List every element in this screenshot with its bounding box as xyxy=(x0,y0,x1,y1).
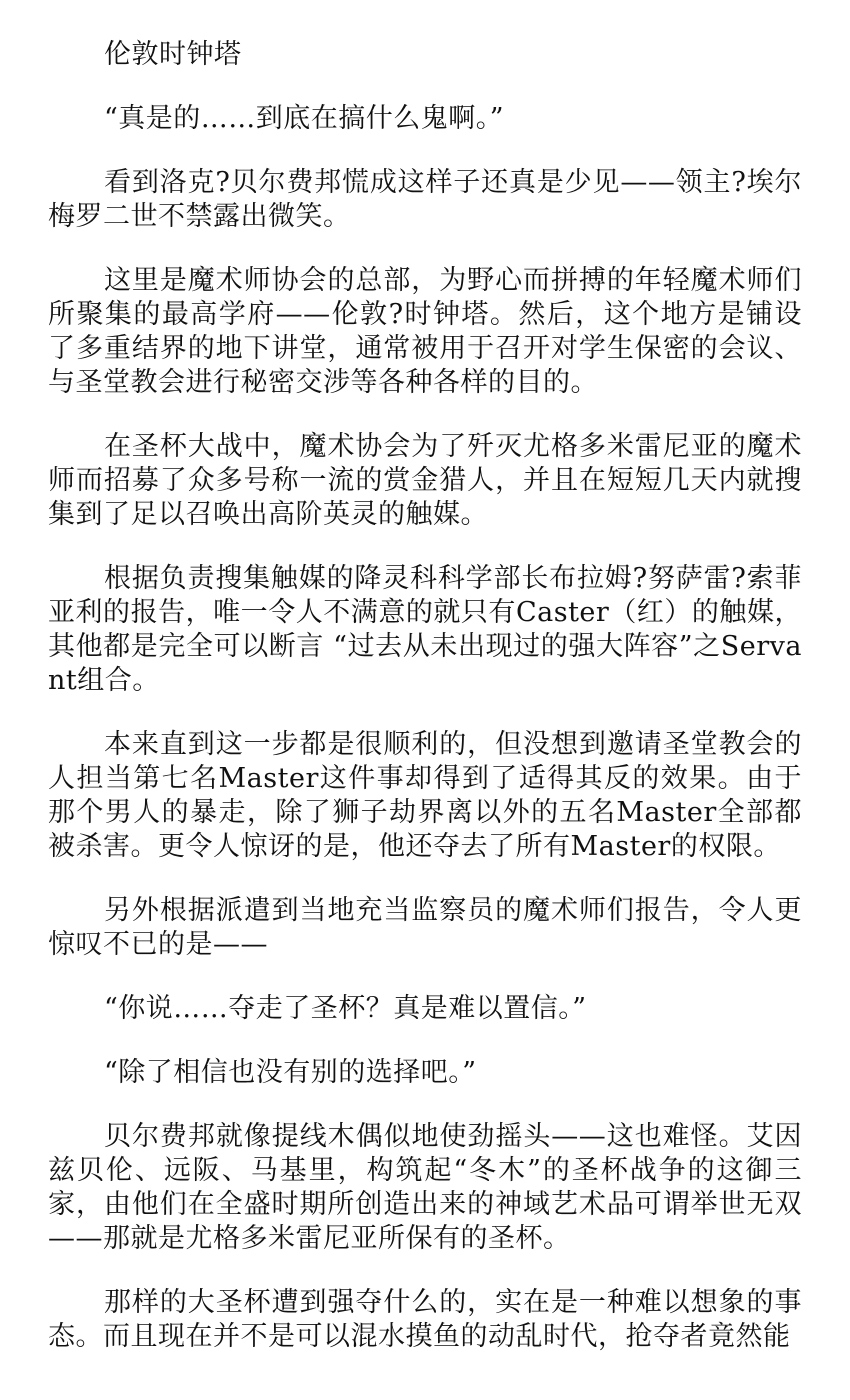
paragraph-narration-4: 根据负责搜集触媒的降灵科科学部长布拉姆?努萨雷?索菲亚利的报告，唯一令人不满意的就只有Caster（红）的触媒，其他都是完全可以断言 “过去从未出现过的强大阵容”之Servant组合。 xyxy=(48,563,802,696)
paragraph-dialogue-2: “你说……夺走了圣杯？真是难以置信。” xyxy=(104,993,587,1024)
document-page xyxy=(48,38,802,1354)
paragraph-narration-5: 本来直到这一步都是很顺利的，但没想到邀请圣堂教会的人担当第七名Master这件事却得到了适得其反的效果。由于那个男人的暴走，除了狮子劫界离以外的五名Master全部都被杀害。更令人惊讶的是，他还夺去了所有Master的权限。 xyxy=(48,729,802,862)
paragraph-narration-7: 贝尔费邦就像提线木偶似地使劲摇头——这也难怪。艾因兹贝伦、远阪、马基里，构筑起“冬木”的圣杯战争的这御三家，由他们在全盛时期所创造出来的神域艺术品可谓举世无双——那就是尤格多米雷尼亚所保有的圣杯。 xyxy=(48,1121,802,1254)
paragraph-narration-8: 那样的大圣杯遭到强夺什么的，实在是一种难以想象的事态。而且现在并不是可以混水摸鱼的动乱时代，抢夺者竟然能 xyxy=(48,1287,802,1352)
paragraph-dialogue-1: “真是的……到底在搞什么鬼啊。” xyxy=(104,103,505,134)
paragraph-narration-6: 另外根据派遣到当地充当监察员的魔术师们报告，令人更惊叹不已的是—— xyxy=(48,895,802,960)
paragraph-narration-1: 看到洛克?贝尔费邦慌成这样子还真是少见——领主?埃尔梅罗二世不禁露出微笑。 xyxy=(48,167,802,232)
paragraph-location-heading: 伦敦时钟塔 xyxy=(104,39,242,70)
paragraph-narration-3: 在圣杯大战中，魔术协会为了歼灭尤格多米雷尼亚的魔术师而招募了众多号称一流的赏金猎人，并且在短短几天内就搜集到了足以召唤出高阶英灵的触媒。 xyxy=(48,431,802,530)
paragraph-narration-2: 这里是魔术师协会的总部，为野心而拼搏的年轻魔术师们所聚集的最高学府——伦敦?时钟塔。然后，这个地方是铺设了多重结界的地下讲堂，通常被用于召开对学生保密的会议、与圣堂教会进行秘密交涉等各种各样的目的。 xyxy=(48,265,802,398)
paragraph-dialogue-3: “除了相信也没有别的选择吧。” xyxy=(104,1057,477,1088)
